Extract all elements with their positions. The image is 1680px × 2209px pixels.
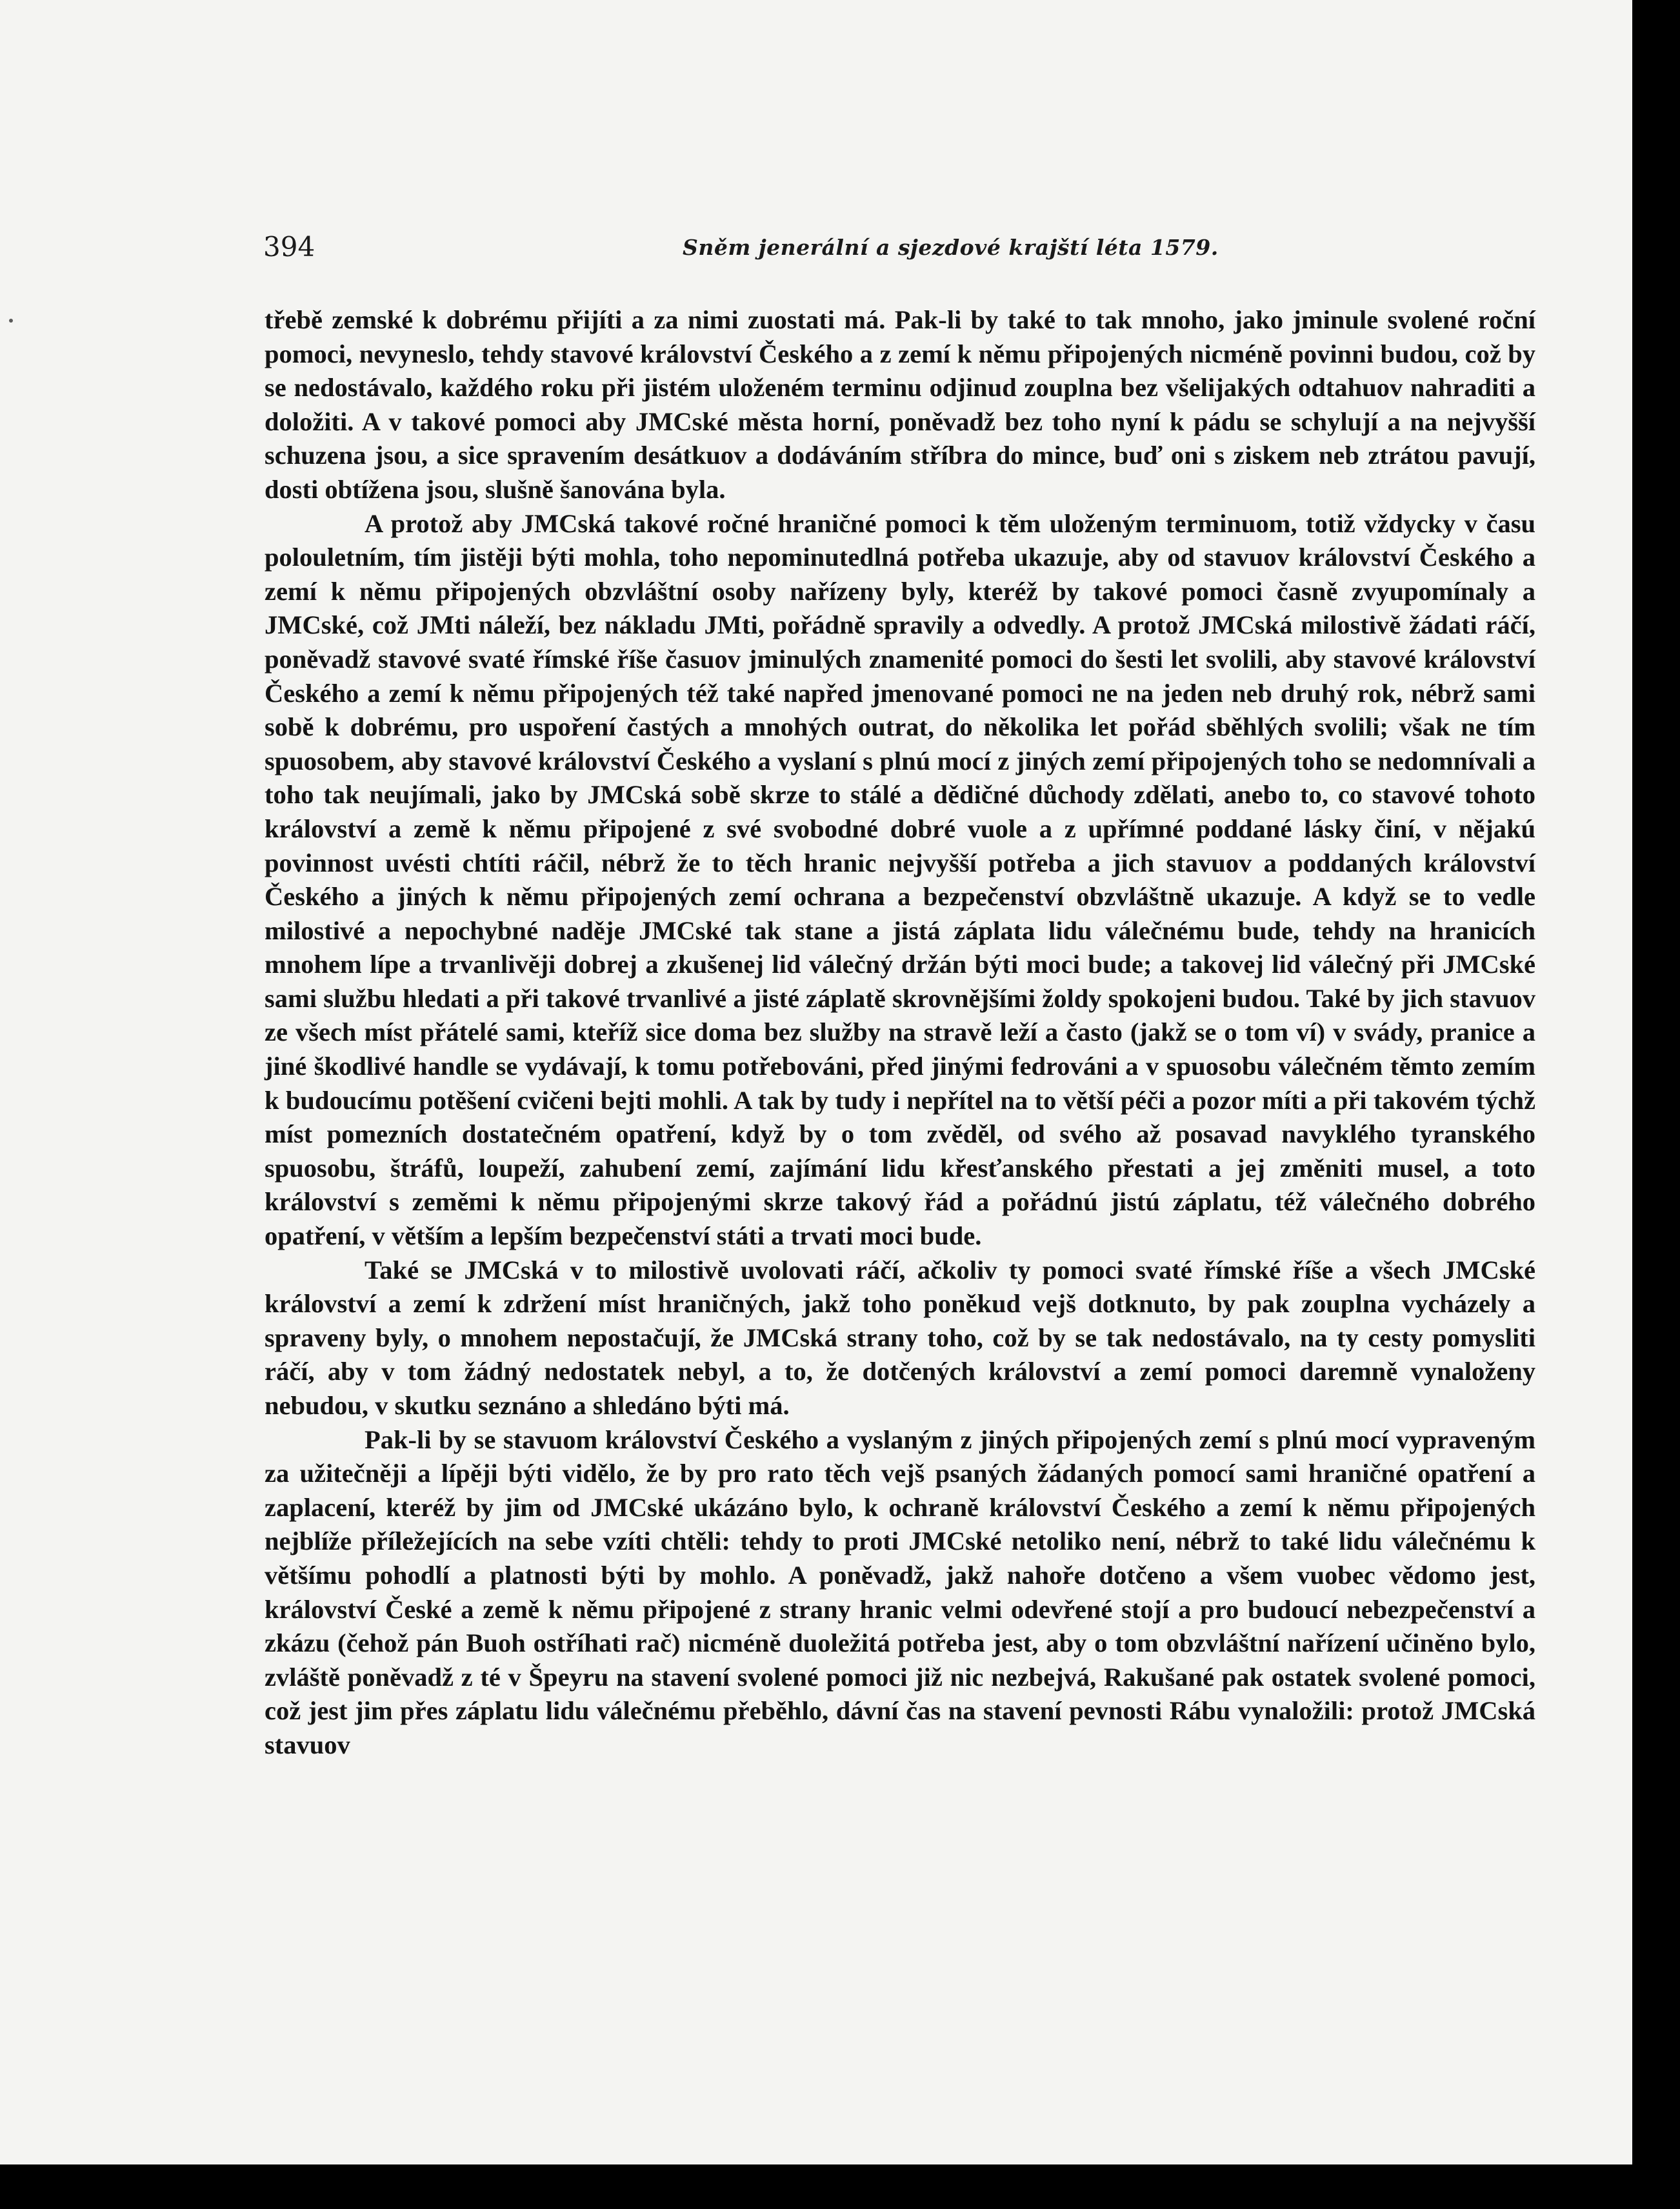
running-head: Sněm jenerální a sjezdové krajští léta 1579. [683,235,1219,260]
paragraph-1: třebě zemské k dobrému přijíti a za nimi zuostati má. Pak-li by také to tak mnoho, jako jminule svolené roční pomoci, nevyneslo, tehdy stavové království Českého a z zemí k němu připojených nicméně povinni budou, což by se nedostávalo, každého roku při jistém uloženém terminu odjinud zouplna bez všelijakých odtahuov nahraditi a doložiti. A v takové pomoci aby JMCské města horní, poněvadž bez toho nyní k pádu se schylují a na nejvyšší schuzena jsou, a sice spravením desátkuov a dodáváním stříbra do mince, buď oni s ziskem neb ztrátou pavují, dosti obtížena jsou, slušně šanována byla. [265,305,1535,504]
paragraph-2: A protož aby JMCská takové ročné hraničné pomoci k těm uloženým terminuom, totiž vždycky v času polouletním, tím jistěji býti mohla, toho nepominutedlná potřeba ukazuje, aby od stavuov království Českého a zemí k němu připojených obzvláštní osoby nařízeny byly, kteréž by takové pomoci časně zvyupomínaly a JMCské, což JMti náleží, bez nákladu JMti, pořádně spravily a odvedly. A protož JMCská milostivě žádati ráčí, poněvadž stavové svaté římské říše časuov jminulých znamenité pomoci do šesti let svolili, aby stavové království Českého a zemí k němu připojených též také napřed jmenované pomoci ne na jeden neb druhý rok, nébrž sami sobě k dobrému, pro uspoření častých a mnohých outrat, do několika let pořád sběhlých svolili; však ne tím spuosobem, aby stavové království Českého a vyslaní s plnú mocí z jiných zemí připojených toho se nedomnívali a toho tak neujímali, jako by JMCská sobě skrze to stálé a dědičné důchody zdělati, anebo to, co stavové tohoto království a země k němu připojené z své svobodné dobré vuole a z upřímné poddané lásky činí, v nějakú povinnost uvésti chtíti ráčil, nébrž že to těch hranic nejvyšší potřeba a jich stavuov a poddaných království Českého a jiných k němu připojených zemí ochrana a bezpečenství obzvláštně ukazuje. A když se to vedle milostivé a nepochybné naděje JMCské tak stane a jistá záplata lidu válečnému bude, tehdy na hranicích mnohem lípe a trvanlivěji dobrej a zkušenej lid válečný držán býti moci bude; a takovej lid válečný při JMCské sami službu hledati a při takové trvanlivé a jisté záplatě skrovnějšími žoldy spokojeni budou. Také by jich stavuov ze všech míst přátelé sami, kteříž sice doma bez služby na stravě leží a často (jakž se o tom ví) v svády, pranice a jiné škodlivé handle se vydávají, k tomu potřebováni, před jinými fedrováni a v spuosobu válečném těmto zemím k budoucímu potěšení cvičeni bejti mohli. A tak by tudy i nepřítel na to větší péči a pozor míti a při takovém týchž míst pomezních dostatečném opatření, když by o tom zvěděl, od svého až posavad navyklého tyranského spuosobu, štráfů, loupeží, zahubení zemí, zajímání lidu křesťanského přestati a jej změniti musel, a toto království s zeměmi k němu připojenými skrze takový řád a pořádnú jistú záplatu, též válečného dobrého opatření, v větším a lepším bezpečenství státi a trvati moci bude. [265,508,1535,1251]
page-number: 394 [263,231,315,263]
page-header [263,223,1537,275]
body-text [265,303,1535,1763]
paragraph-4: Pak-li by se stavuom království Českého a vyslaným z jiných připojených zemí s plnú mocí vypraveným za užitečněji a lípěji býti vidělo, že by pro rato těch vejš psaných žádaných pomocí sami hraničné opatření a zaplacení, kteréž by jim od JMCské ukázáno bylo, k ochraně království Českého a zemí k němu připojených nejblíže příležejících na sebe vzíti chtěli: tehdy to proti JMCské netoliko není, nébrž to také lidu válečnému k většímu pohodlí a platnosti býti by mohlo. A poněvadž, jakž nahoře dotčeno a všem vuobec vědomo jest, království České a země k němu připojené z strany hranic velmi odevřené stojí a pro budoucí nebezpečenství a zkázu (čehož pán Buoh ostříhati rač) nicméně duoležitá potřeba jest, aby o tom obzvláštní nařízení učiněno bylo, zvláště poněvadž z té v Špeyru na stavení svolené pomoci již nic nezbejvá, Rakušané pak ostatek svolené pomoci, což jest jim přes záplatu lidu válečnému přeběhlo, dávní čas na stavení pevnosti Rábu vynaložili: protož JMCská stavuov [265,1424,1535,1759]
paragraph-3: Také se JMCská v to milostivě uvolovati ráčí, ačkoliv ty pomoci svaté římské říše a všech JMCské království a zemí k zdržení míst hraničných, jakž toho poněkud vejš dotknuto, by pak zouplna vycházely a spraveny byly, o mnohem nepostačují, že JMCská strany toho, což by se tak nedostávalo, na ty cesty pomysliti ráčí, aby v tom žádný nedostatek nebyl, a to, že dotčených království a zemí pomoci daremně vynaloženy nebudou, v skutku seznáno a shledáno býti má. [265,1255,1535,1420]
scan-edge [1648,0,1680,2209]
margin-speck [9,319,13,323]
